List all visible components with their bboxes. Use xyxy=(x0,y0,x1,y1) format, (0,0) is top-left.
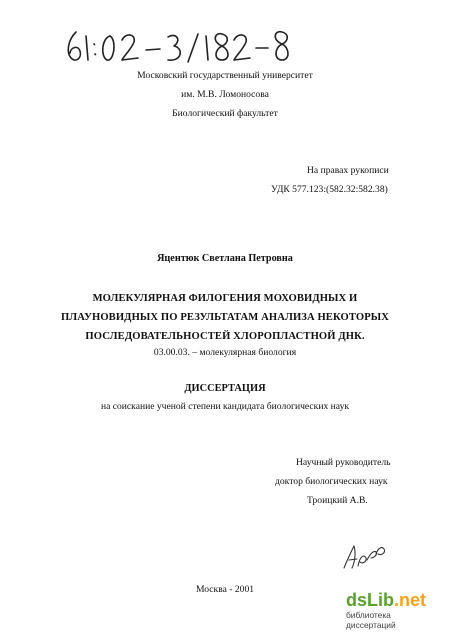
manuscript-rights: На правах рукописи xyxy=(307,165,389,176)
dslib-watermark[interactable] xyxy=(346,590,442,630)
thesis-title-line-3: ПОСЛЕДОВАТЕЛЬНОСТЕЙ ХЛОРОПЛАСТНОЙ ДНК. xyxy=(85,331,365,342)
specialty-code: 03.00.03. – молекулярная биология xyxy=(153,347,297,358)
supervisor-role: Научный руководитель xyxy=(296,457,391,468)
dslib-logo-main: dsLib xyxy=(346,590,394,610)
thesis-title-line-2: ПЛАУНОВИДНЫХ ПО РЕЗУЛЬТАТАМ АНАЛИЗА НЕКОТОРЫХ xyxy=(60,312,390,323)
udc-code: УДК 577.123:(582.32:582.38) xyxy=(271,184,388,195)
dissertation-heading: ДИССЕРТАЦИЯ xyxy=(184,383,266,394)
supervisor-degree: доктор биологических наук xyxy=(275,476,388,487)
dissertation-subheading: на соискание ученой степени кандидата биологических наук xyxy=(100,401,350,412)
faculty-name: Биологический факультет xyxy=(172,108,278,119)
city-year: Москва - 2001 xyxy=(195,584,255,595)
thesis-title-line-1: МОЛЕКУЛЯРНАЯ ФИЛОГЕНИЯ МОХОВИДНЫХ И xyxy=(92,293,358,304)
handwritten-signature xyxy=(340,540,388,572)
dslib-logo xyxy=(346,590,442,610)
supervisor-name: Троицкий А.В. xyxy=(307,495,368,506)
dslib-subtitle: библиотека диссертаций xyxy=(346,610,396,630)
university-named-after: им. М.В. Ломоносова xyxy=(181,89,269,100)
dslib-logo-tld: .net xyxy=(394,590,427,610)
handwritten-catalog-code xyxy=(62,22,302,68)
university-name: Московский государственный университет xyxy=(137,70,313,81)
author-name: Яцентюк Светлана Петровна xyxy=(157,253,293,264)
